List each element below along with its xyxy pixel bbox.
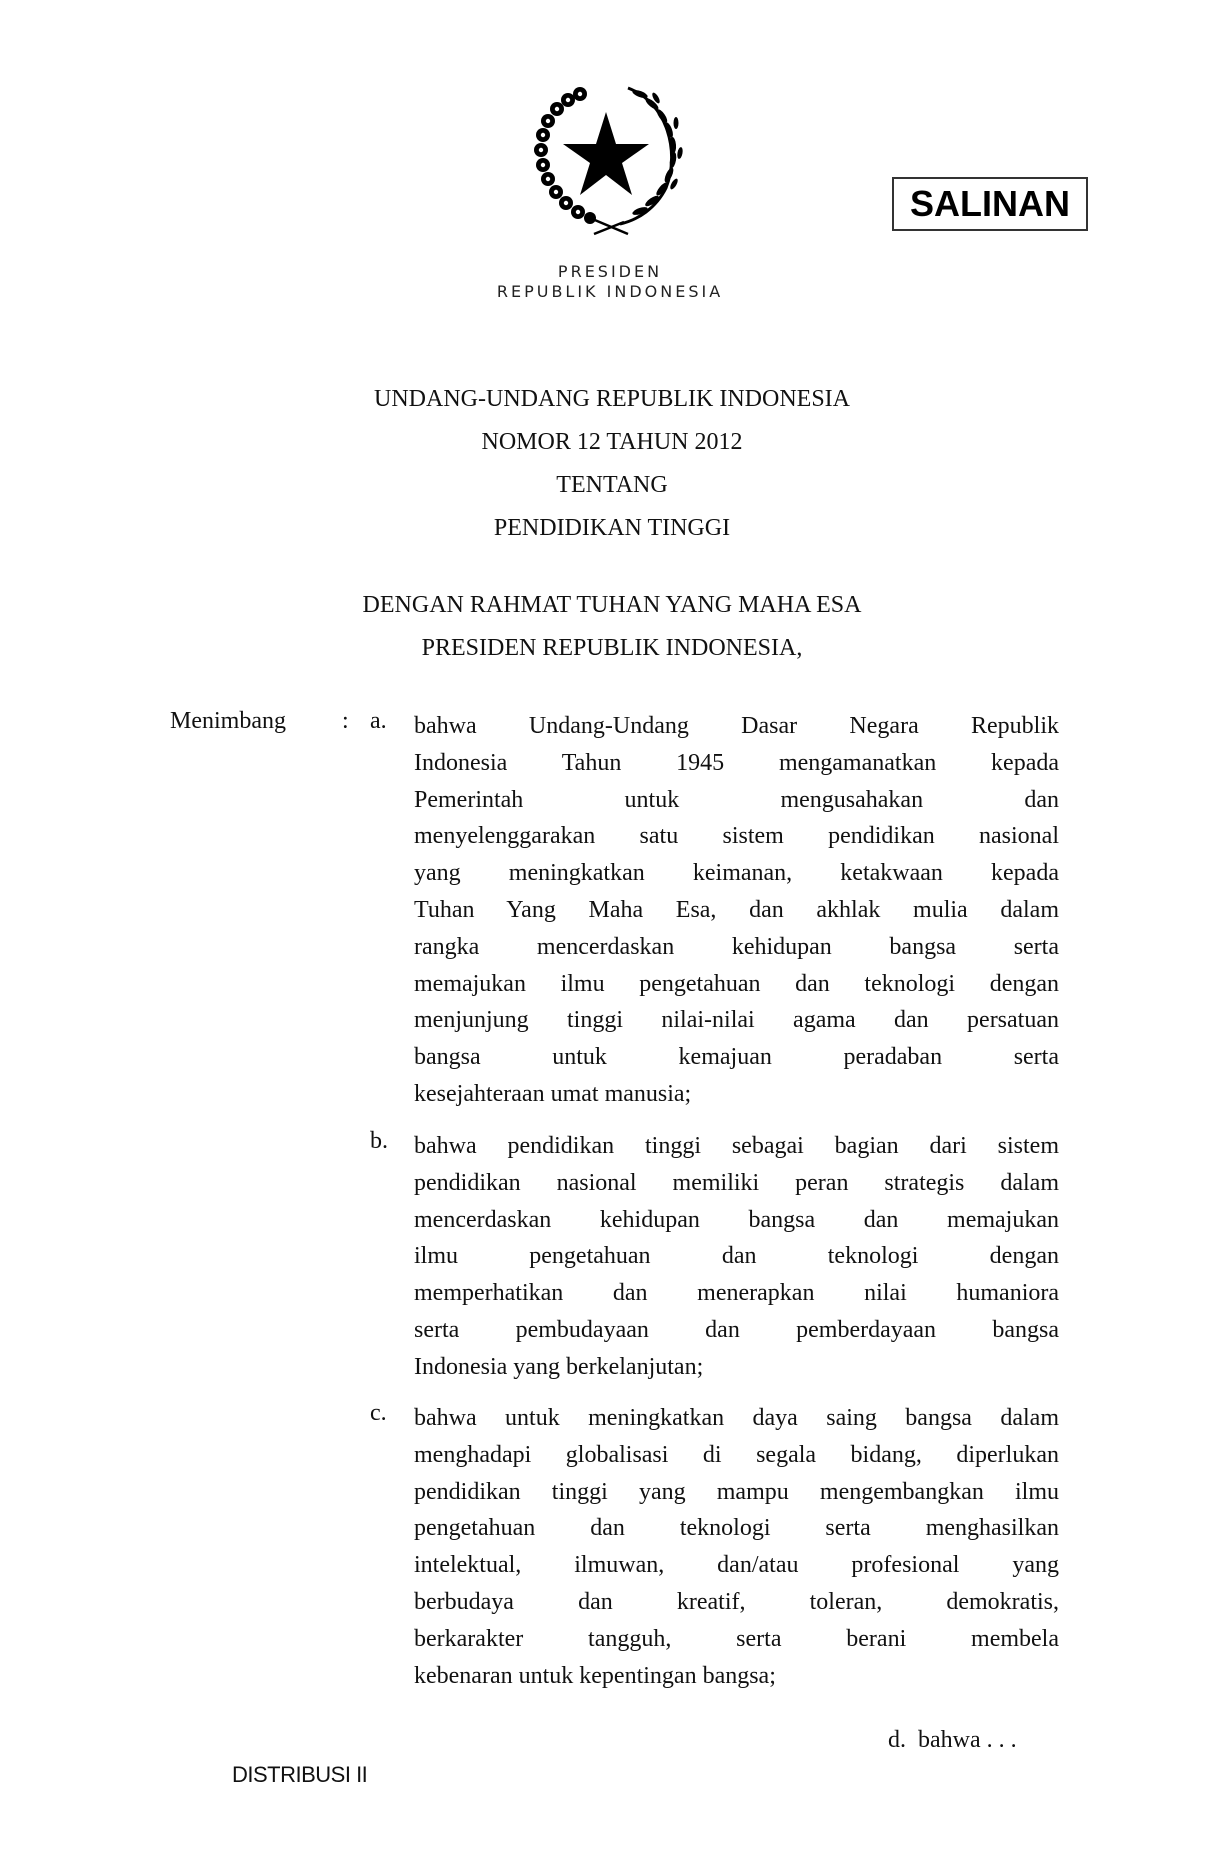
- title-line-6: PRESIDEN REPUBLIK INDONESIA,: [421, 635, 803, 661]
- item-b-body: [414, 1128, 1059, 1386]
- emblem-caption: [440, 262, 780, 302]
- title-line-2: NOMOR 12 TAHUN 2012: [481, 429, 743, 455]
- item-a-letter: a.: [370, 708, 387, 734]
- text-line: bahwa untuk meningkatkan daya saing bangsa dalam: [414, 1405, 1059, 1431]
- text-line: pengetahuan dan teknologi serta menghasilkan: [414, 1515, 1059, 1542]
- considerations-colon: :: [342, 708, 349, 734]
- item-a-body: [414, 708, 1059, 1113]
- text-line: ilmu pengetahuan dan teknologi dengan: [414, 1243, 1059, 1270]
- text-line: menyelenggarakan satu sistem pendidikan nasional: [414, 823, 1059, 850]
- text-line: pendidikan nasional memiliki peran strategis dalam: [414, 1169, 1059, 1196]
- text-line: serta pembudayaan dan pemberdayaan bangsa: [414, 1316, 1059, 1343]
- text-line: mencerdaskan kehidupan bangsa dan memajukan: [414, 1206, 1059, 1233]
- title-line-5: DENGAN RAHMAT TUHAN YANG MAHA ESA: [362, 592, 862, 618]
- text-line: bahwa Undang-Undang Dasar Negara Republik: [414, 713, 1059, 739]
- text-line: memajukan ilmu pengetahuan dan teknologi dengan: [414, 970, 1059, 997]
- title-line-1: UNDANG-UNDANG REPUBLIK INDONESIA: [374, 386, 850, 412]
- text-line: bangsa untuk kemajuan peradaban serta: [414, 1044, 1059, 1071]
- text-line: berbudaya dan kreatif, toleran, demokratis,: [414, 1588, 1059, 1615]
- text-line: menghadapi globalisasi di segala bidang, diperlukan: [414, 1441, 1059, 1468]
- text-line: memperhatikan dan menerapkan nilai humaniora: [414, 1280, 1059, 1307]
- item-c-letter: c.: [370, 1400, 387, 1426]
- item-b-letter: b.: [370, 1128, 388, 1154]
- title-line-4: PENDIDIKAN TINGGI: [493, 515, 731, 541]
- salinan-stamp: SALINAN: [892, 177, 1088, 231]
- text-line: rangka mencerdaskan kehidupan bangsa serta: [414, 933, 1059, 960]
- emblem-caption-line1: PRESIDEN: [557, 262, 663, 281]
- text-line: kesejahteraan umat manusia;: [414, 1080, 692, 1107]
- text-line: Tuhan Yang Maha Esa, dan akhlak mulia dalam: [414, 896, 1059, 923]
- text-line: kebenaran untuk kepentingan bangsa;: [414, 1662, 776, 1689]
- text-line: bahwa pendidikan tinggi sebagai bagian dari sistem: [414, 1133, 1059, 1159]
- title-line-3: TENTANG: [556, 472, 668, 498]
- distribution-footer: DISTRIBUSI II: [232, 1762, 368, 1787]
- text-line: intelektual, ilmuwan, dan/atau profesional yang: [414, 1552, 1059, 1579]
- item-c-body: [414, 1400, 1059, 1694]
- continuation-marker: d. bahwa . . .: [888, 1727, 1017, 1753]
- considerations-label: Menimbang: [170, 708, 286, 734]
- text-line: Pemerintah untuk mengusahakan dan: [414, 786, 1059, 813]
- text-line: berkarakter tangguh, serta berani membela: [414, 1625, 1059, 1652]
- text-line: menjunjung tinggi nilai-nilai agama dan persatuan: [414, 1007, 1059, 1034]
- text-line: yang meningkatkan keimanan, ketakwaan kepada: [414, 860, 1059, 887]
- text-line: Indonesia Tahun 1945 mengamanatkan kepada: [414, 749, 1059, 776]
- presidential-emblem-icon: [528, 78, 688, 238]
- emblem-caption-line2: REPUBLIK INDONESIA: [496, 282, 724, 301]
- text-line: Indonesia yang berkelanjutan;: [414, 1353, 704, 1380]
- document-title: [0, 378, 1224, 670]
- text-line: pendidikan tinggi yang mampu mengembangkan ilmu: [414, 1478, 1059, 1505]
